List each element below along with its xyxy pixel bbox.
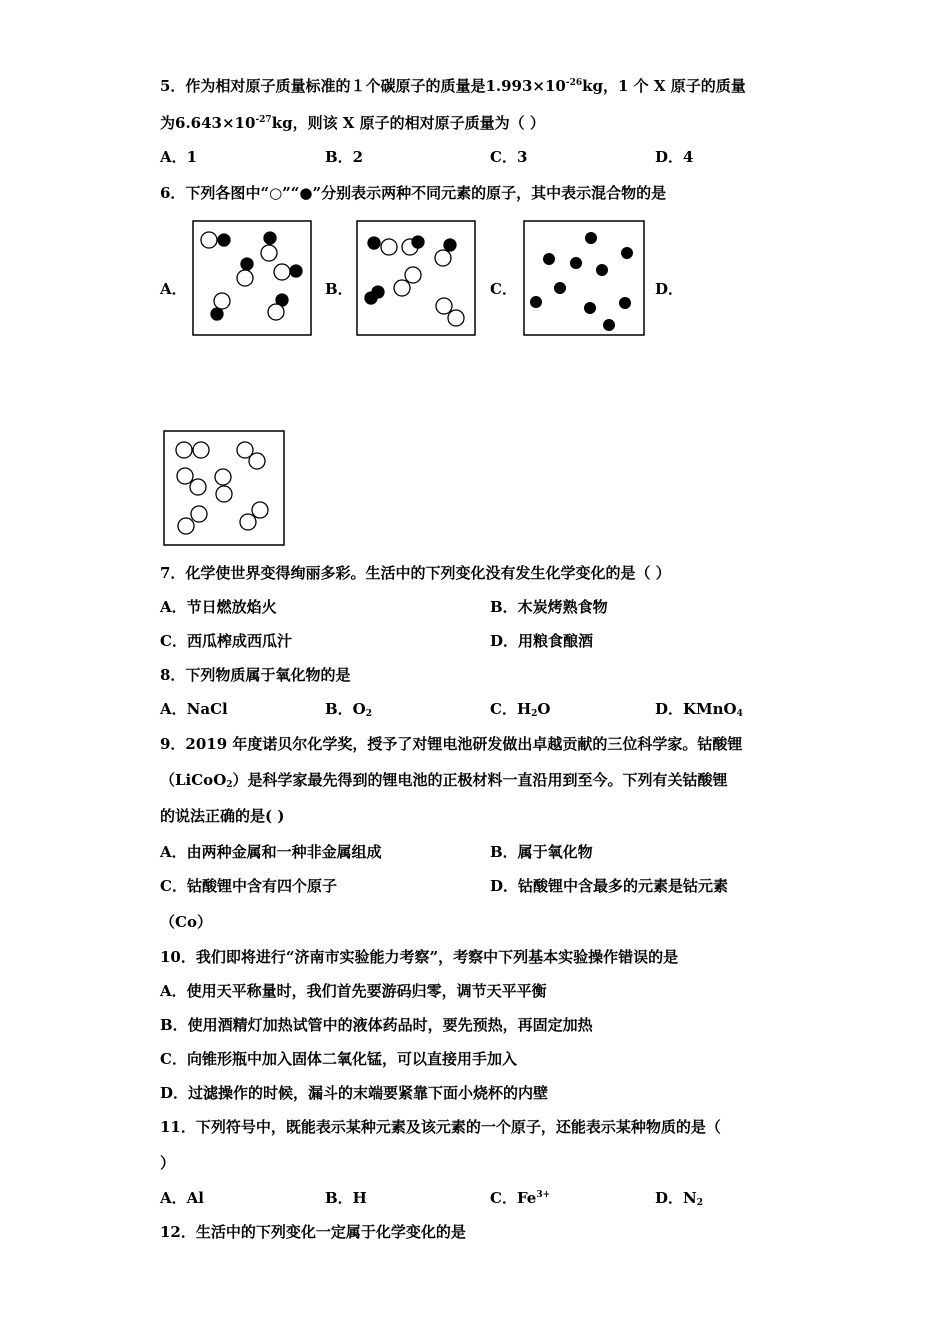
q5-line2: 为$6.643\times 10^{-27}kg$，则该 X 原子的相对原子质量为（ ） [160,114,545,132]
q12-stem: 12．生活中的下列变化一定属于化学变化的是 [160,1223,466,1241]
q7-option-d: D．用粮食酿酒 [490,632,594,650]
q5-line1: 5．作为相对原子质量标准的１个碳原子的质量是$1.993\times 10^{-26}kg$，1 个 X 原子的质量 [160,77,746,95]
q6-label-a: A． [160,280,187,298]
q5-option-a: A．1 [160,148,198,166]
q6-figure-d [163,430,285,546]
q9-line1: 9．2019 年度诺贝尔化学奖，授予了对锂电池研发做出卓越贡献的三位科学家。钴酸锂 [160,735,743,753]
q5-option-c: C．3 [490,148,528,166]
q7-option-a: A．节日燃放焰火 [160,598,277,616]
q6-figure-b [356,220,476,336]
q11-stem: 11．下列符号中，既能表示某种元素及该元素的一个原子，还能表示某种物质的是（ [160,1118,721,1136]
q6-label-d: D． [655,280,684,298]
q7-option-c: C．西瓜榨成西瓜汁 [160,632,292,650]
q9-option-c: C．钴酸锂中含有四个原子 [160,877,337,895]
q11-stem-cont: ） [160,1154,176,1172]
q10-option-c: C．向锥形瓶中加入固体二氧化锰，可以直接用手加入 [160,1050,517,1068]
q7-option-b: B．木炭烤熟食物 [490,598,608,616]
q5-option-d: D．4 [655,148,694,166]
q8-option-b: B．$O_2$ [325,700,373,719]
q6-figure-c [523,220,645,336]
q11-option-b: B．H [325,1189,367,1207]
q10-stem: 10．我们即将进行“济南市实验能力考察”，考察中下列基本实验操作错误的是 [160,948,679,966]
q5-option-b: B．2 [325,148,364,166]
q9-option-b: B．属于氧化物 [490,843,593,861]
q9-line2: （LiCoO$_2$）是科学家最先得到的锂电池的正极材料一直沿用到至今。下列有关钴酸锂 [160,771,728,790]
q11-option-d: D．$N_2$ [655,1189,703,1208]
q11-option-a: A．Al [160,1189,204,1207]
q9-option-a: A．由两种金属和一种非金属组成 [160,843,382,861]
q8-option-d: D．KMnO$_4$ [655,700,743,719]
q11-option-c: C．$Fe^{3+}$ [490,1189,551,1207]
q9-option-d-cont: （Co） [160,913,212,931]
q10-option-d: D．过滤操作的时候，漏斗的末端要紧靠下面小烧杯的内壁 [160,1084,549,1102]
q6-stem: 6．下列各图中“○”“●”分别表示两种不同元素的原子，其中表示混合物的是 [160,184,667,202]
q6-label-b: B． [325,280,353,298]
q7-stem: 7．化学使世界变得绚丽多彩。生活中的下列变化没有发生化学变化的是（ ） [160,564,671,582]
q6-figure-a [192,220,312,336]
q9-line3: 的说法正确的是( ) [160,807,285,825]
q9-option-d: D．钴酸锂中含最多的元素是钴元素 [490,877,729,895]
q6-label-c: C． [490,280,517,298]
q8-option-c: C．$H_2O$ [490,700,551,719]
q8-option-a: A．NaCl [160,700,228,718]
q8-stem: 8．下列物质属于氧化物的是 [160,666,351,684]
q10-option-a: A．使用天平称量时，我们首先要游码归零，调节天平平衡 [160,982,547,1000]
q10-option-b: B．使用酒精灯加热试管中的液体药品时，要先预热，再固定加热 [160,1016,593,1034]
